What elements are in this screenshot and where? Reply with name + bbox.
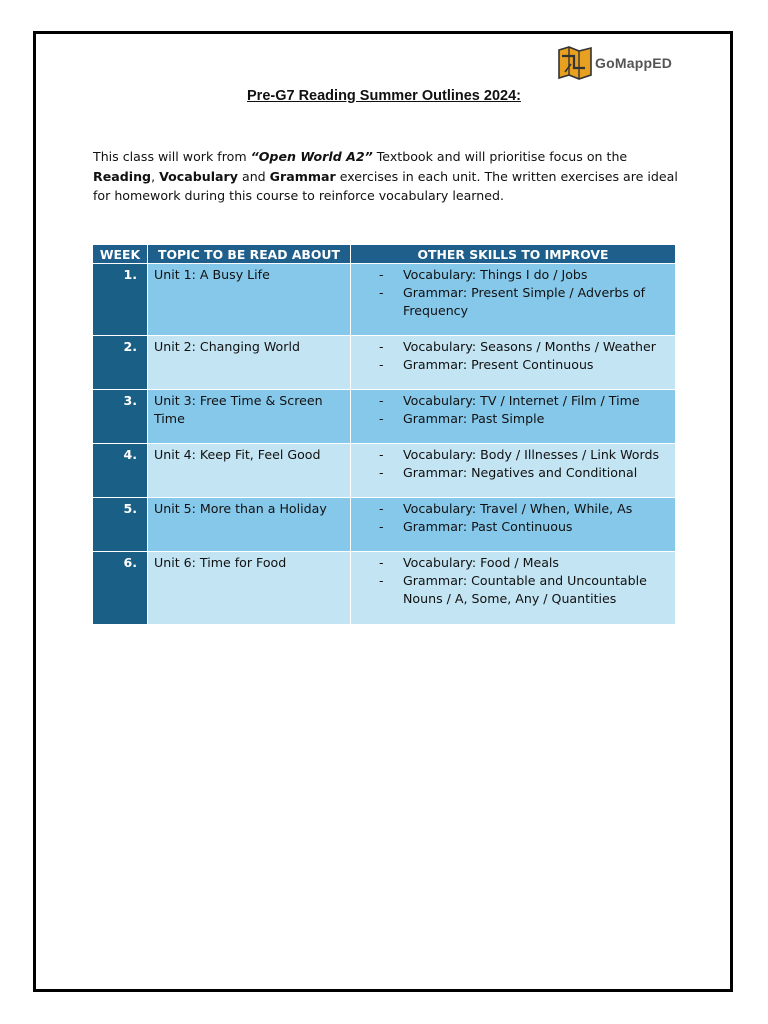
- intro-text: ,: [151, 168, 160, 184]
- skill-item: - Vocabulary: Body / Illnesses / Link Words: [357, 446, 669, 464]
- textbook-name: “Open World A2”: [250, 149, 373, 164]
- focus-grammar: Grammar: [269, 168, 336, 184]
- outline-table: [93, 245, 675, 624]
- brand-logo: [557, 46, 672, 80]
- focus-vocabulary: Vocabulary: [159, 168, 238, 184]
- intro-paragraph: [93, 147, 683, 206]
- topic-cell: Unit 5: More than a Holiday: [148, 498, 351, 552]
- skills-list: [357, 266, 669, 320]
- skills-list: [357, 500, 669, 536]
- table-row: [93, 498, 675, 552]
- skills-cell: [351, 336, 676, 390]
- week-cell: 1.: [93, 264, 148, 336]
- skill-item: - Grammar: Countable and Uncountable Nouns / A, Some, Any / Quantities: [357, 572, 669, 608]
- skills-list: [357, 554, 669, 608]
- intro-text: Textbook and will prioritise focus on the: [372, 149, 628, 164]
- topic-cell: Unit 3: Free Time & Screen Time: [148, 390, 351, 444]
- intro-text: This class will work from: [93, 149, 251, 164]
- skills-list: [357, 392, 669, 428]
- skills-cell: [351, 552, 676, 624]
- skill-item: - Grammar: Past Continuous: [357, 518, 669, 536]
- skill-item: - Grammar: Present Continuous: [357, 356, 669, 374]
- header-week: WEEK: [93, 245, 148, 264]
- intro-text: and: [237, 168, 270, 184]
- topic-cell: Unit 6: Time for Food: [148, 552, 351, 624]
- header-skills: OTHER SKILLS TO IMPROVE: [351, 245, 676, 264]
- skill-item: - Vocabulary: TV / Internet / Film / Time: [357, 392, 669, 410]
- focus-reading: Reading: [93, 168, 152, 184]
- skill-item: - Vocabulary: Seasons / Months / Weather: [357, 338, 669, 356]
- skills-cell: [351, 444, 676, 498]
- week-cell: 5.: [93, 498, 148, 552]
- skills-list: [357, 338, 669, 374]
- skills-cell: [351, 264, 676, 336]
- week-cell: 3.: [93, 390, 148, 444]
- skill-item: - Grammar: Negatives and Conditional: [357, 464, 669, 482]
- skills-cell: [351, 498, 676, 552]
- logo-text: GoMappED: [595, 55, 673, 71]
- skill-item: - Vocabulary: Food / Meals: [357, 554, 669, 572]
- week-cell: 4.: [93, 444, 148, 498]
- topic-cell: Unit 2: Changing World: [148, 336, 351, 390]
- topic-cell: Unit 1: A Busy Life: [148, 264, 351, 336]
- header-topic: TOPIC TO BE READ ABOUT: [148, 245, 351, 264]
- table-row: [93, 336, 675, 390]
- week-cell: 6.: [93, 552, 148, 624]
- map-logo-icon: [557, 46, 593, 80]
- table-header-row: [93, 245, 675, 264]
- table-row: [93, 264, 675, 336]
- skill-item: - Vocabulary: Things I do / Jobs: [357, 266, 669, 284]
- skills-list: [357, 446, 669, 482]
- table-row: [93, 552, 675, 624]
- topic-cell: Unit 4: Keep Fit, Feel Good: [148, 444, 351, 498]
- week-cell: 2.: [93, 336, 148, 390]
- skills-cell: [351, 390, 676, 444]
- table-row: [93, 444, 675, 498]
- skill-item: - Grammar: Present Simple / Adverbs of Frequency: [357, 284, 669, 320]
- page-title: Pre-G7 Reading Summer Outlines 2024:: [247, 88, 521, 104]
- skill-item: - Vocabulary: Travel / When, While, As: [357, 500, 669, 518]
- intro-text: exercises in each unit. The written exercises are ideal for homework during this course to reinforce vocabulary learned.: [93, 168, 678, 203]
- table-row: [93, 390, 675, 444]
- skill-item: - Grammar: Past Simple: [357, 410, 669, 428]
